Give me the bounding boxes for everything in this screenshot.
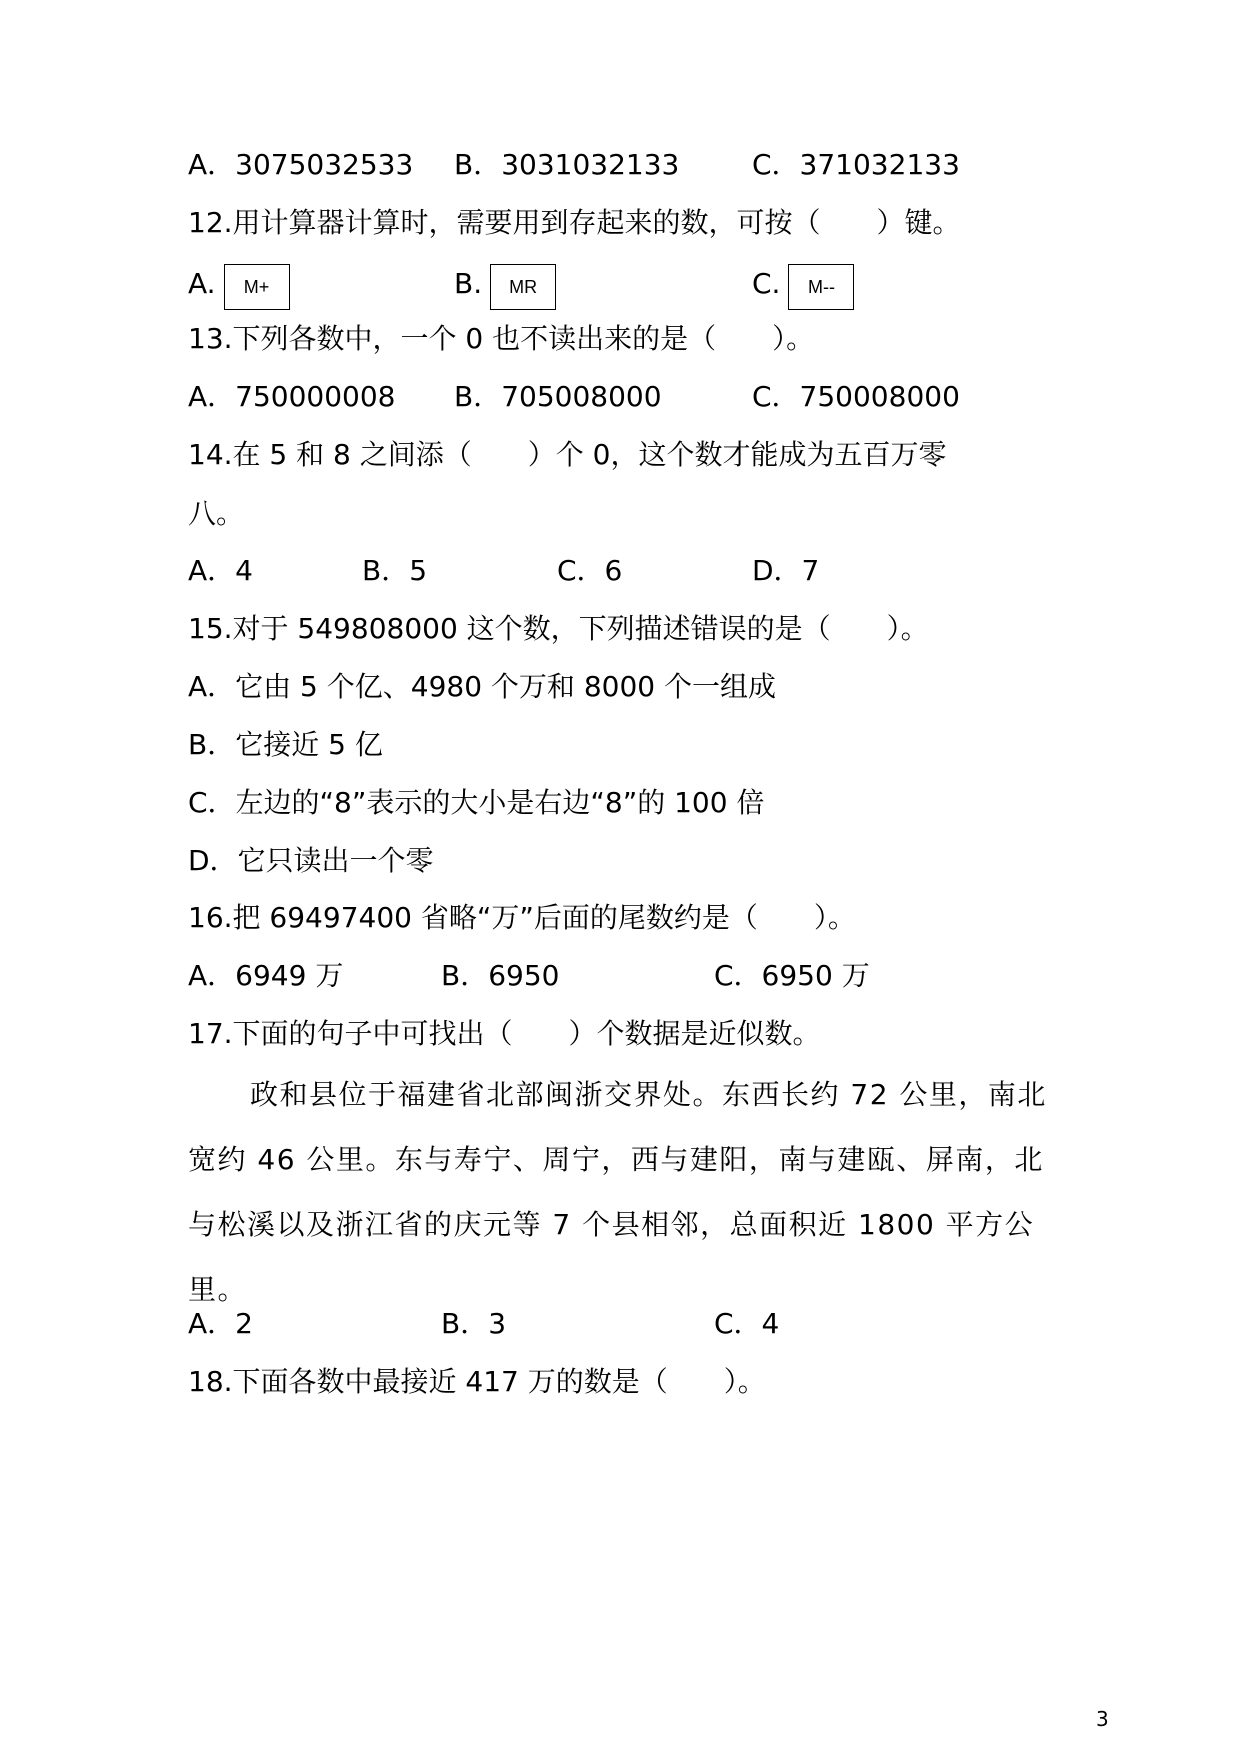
- q12-option-c: [752, 262, 854, 308]
- q13-stem: 13.下列各数中，一个 0 也不读出来的是（ ）。: [188, 322, 815, 355]
- q15-option-b: B．它接近 5 亿: [188, 728, 383, 761]
- q17-stem: 17.下面的句子中可找出（ ）个数据是近似数。: [188, 1017, 821, 1050]
- q12-option-c-label: C.: [752, 267, 781, 300]
- q15-stem: 15.对于 549808000 这个数，下列描述错误的是（ ）。: [188, 612, 929, 645]
- q12-option-a: [188, 262, 290, 308]
- memory-minus-key: M--: [788, 264, 854, 310]
- q16-option-a: A．6949 万: [188, 959, 344, 992]
- q17-option-b: B．3: [441, 1307, 507, 1340]
- q16-option-c: C．6950 万: [714, 959, 870, 992]
- q12-option-a-label: A.: [188, 267, 216, 300]
- q12-option-b: [454, 262, 556, 308]
- q13-option-c: C．750008000: [752, 380, 960, 413]
- q17-option-c: C．4: [714, 1307, 780, 1340]
- q17-option-a: A．2: [188, 1307, 253, 1340]
- q11-option-b: B．3031032133: [454, 148, 680, 181]
- q16-option-b: B．6950: [441, 959, 560, 992]
- q14-stem-line-1: 14.在 5 和 8 之间添（ ）个 0，这个数才能成为五百万零: [188, 438, 947, 471]
- memory-plus-key: M+: [224, 264, 290, 310]
- q17-passage-text: 政和县位于福建省北部闽浙交界处。东西长约 72 公里，南北宽约 46 公里。东与寿宁、周宁，西与建阳，南与建瓯、屏南，北与松溪以及浙江省的庆元等 7 个县相邻，总面积近 1800 平方公里。: [188, 1078, 1047, 1306]
- q12-option-b-label: B.: [454, 267, 483, 300]
- q17-passage: [188, 1062, 1068, 1322]
- q15-option-a: A．它由 5 个亿、4980 个万和 8000 个一组成: [188, 670, 776, 703]
- q14-option-d: D．7: [752, 554, 820, 587]
- memory-recall-key: MR: [490, 264, 556, 310]
- q14-stem-line-2: 八。: [188, 497, 245, 530]
- q16-stem: 16.把 69497400 省略“万”后面的尾数约是（ ）。: [188, 901, 856, 934]
- page-number: 3: [1096, 1707, 1109, 1731]
- q13-option-b: B．705008000: [454, 380, 662, 413]
- q14-option-b: B．5: [362, 554, 428, 587]
- q18-stem: 18.下面各数中最接近 417 万的数是（ ）。: [188, 1365, 766, 1398]
- q15-option-d: D．它只读出一个零: [188, 844, 434, 877]
- q11-option-a: A．3075032533: [188, 148, 414, 181]
- q11-option-c: C．371032133: [752, 148, 960, 181]
- q14-option-a: A．4: [188, 554, 253, 587]
- q15-option-c: C．左边的“8”表示的大小是右边“8”的 100 倍: [188, 786, 765, 819]
- q14-option-c: C．6: [557, 554, 623, 587]
- q13-option-a: A．750000008: [188, 380, 396, 413]
- q12-stem: 12.用计算器计算时，需要用到存起来的数，可按（ ）键。: [188, 206, 961, 239]
